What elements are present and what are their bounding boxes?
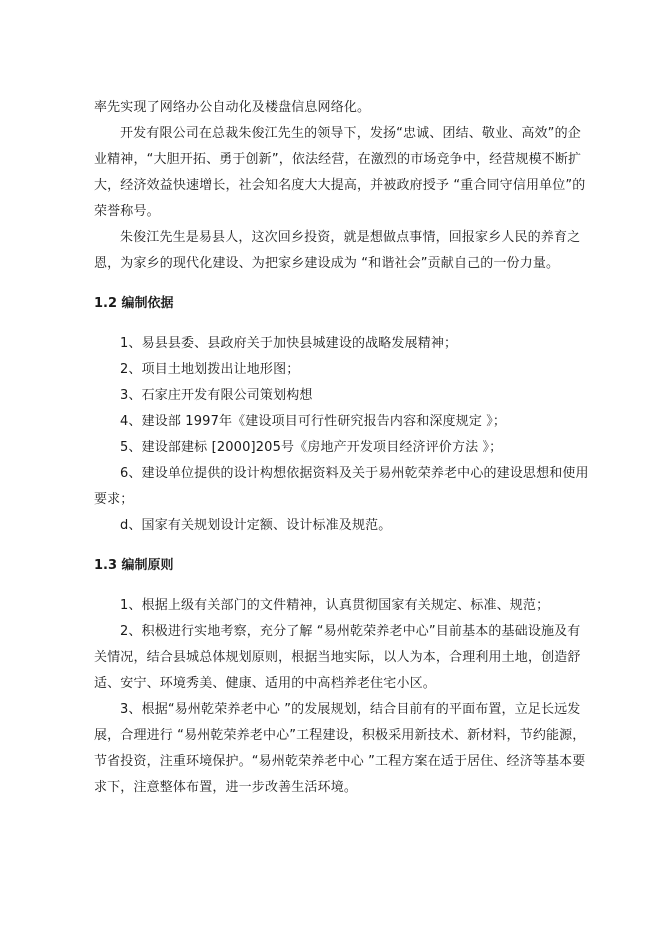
list-principles <box>94 593 584 801</box>
text-line: 业精神，“大胆开拓、勇于创新”，依法经营，在激烈的市场竞争中，经营规模不断扩 <box>94 152 582 167</box>
list-item-continuation: 求下，注意整体布置，进一步改善生活环境。 <box>94 780 358 795</box>
list-item: 6、建设单位提供的设计构想依据资料及关于易州乾荣养老中心的建设思想和使用 <box>120 466 589 481</box>
section-heading-1-3: 1.3 编制原则 <box>94 558 174 573</box>
list-item-continuation: 关情况，结合县城总体规划原则，根据当地实际，以人为本，合理利用土地，创造舒 <box>94 650 581 665</box>
text-line: 荣誉称号。 <box>94 204 160 219</box>
list-item: 4、建设部 1997年《建设项目可行性研究报告内容和深度规定 》； <box>120 414 507 429</box>
paragraph-company <box>94 121 584 225</box>
list-item: 2、项目土地划拨出让地形图； <box>120 362 300 377</box>
list-item: 5、建设部建标 [2000]205号《房地产开发项目经济评价方法 》； <box>120 440 503 455</box>
document-page <box>94 95 589 801</box>
list-item-continuation: 适、安宁、环境秀美、健康、适用的中高档养老住宅小区。 <box>94 676 436 691</box>
list-item-continuation: 要求； <box>94 492 134 507</box>
paragraph-investor <box>94 225 584 277</box>
text-line: 朱俊江先生是易县人，这次回乡投资，就是想做点事情，回报家乡人民的养育之 <box>120 230 581 245</box>
text-line: 恩，为家乡的现代化建设、为把家乡建设成为 “和谐社会”贡献自己的一份力量。 <box>94 256 560 271</box>
list-item: d、国家有关规划设计定额、设计标准及规范。 <box>120 518 392 533</box>
paragraph-intro-end: 率先实现了网络办公自动化及楼盘信息网络化。 <box>94 100 371 115</box>
list-item: 3、根据“易州乾荣养老中心 ”的发展规划，结合目前有的平面布置，立足长远发 <box>120 702 581 717</box>
list-item-continuation: 节省投资，注重环境保护。“易州乾荣养老中心 ”工程方案在适于居住、经济等基本要 <box>94 754 586 769</box>
text-line: 大，经济效益快速增长，社会知名度大大提高，并被政府授予 “重合同守信用单位”的 <box>94 178 586 193</box>
list-item: 2、积极进行实地考察，充分了解 “易州乾荣养老中心”目前基本的基础设施及有 <box>120 624 581 639</box>
list-item: 3、石家庄开发有限公司策划构想 <box>120 388 313 403</box>
list-basis <box>94 331 589 539</box>
text-line: 开发有限公司在总裁朱俊江先生的领导下，发扬“忠诚、团结、敬业、高效”的企 <box>120 126 581 141</box>
section-heading-1-2: 1.2 编制依据 <box>94 296 174 311</box>
list-item-continuation: 展，合理进行 “易州乾荣养老中心”工程建设，积极采用新技术、新材料，节约能源， <box>94 728 586 743</box>
list-item: 1、根据上级有关部门的文件精神，认真贯彻国家有关规定、标准、规范； <box>120 598 550 613</box>
list-item: 1、易县县委、县政府关于加快县城建设的战略发展精神； <box>120 336 458 351</box>
